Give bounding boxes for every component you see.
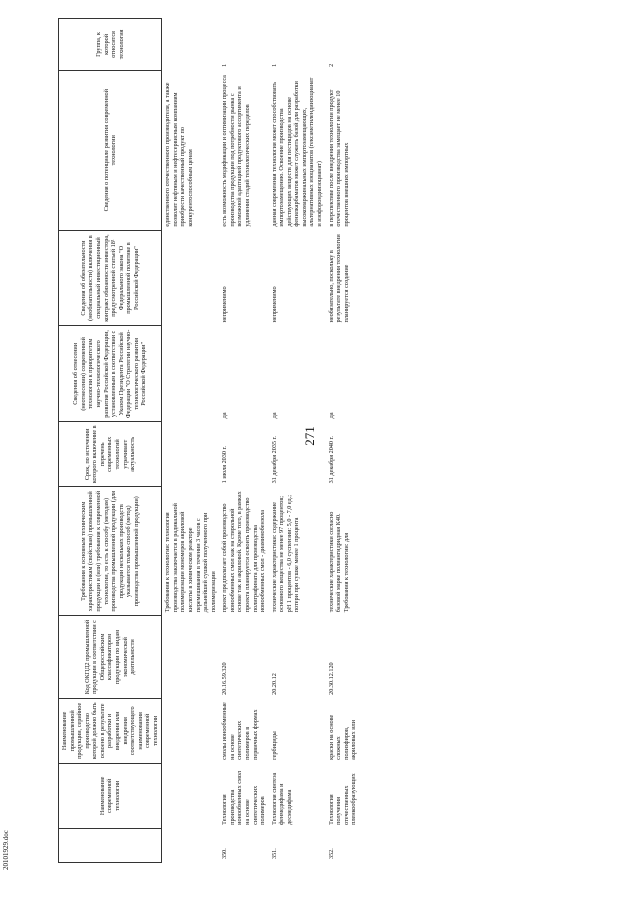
continuation-row (162, 19, 219, 863)
row-potential: в перспективе после внедрения технологии продукт отечественного производства замещает не менее 10 процентов внешних импортных (327, 89, 350, 227)
row-deadline: 31 декабря 2040 г. (327, 436, 335, 484)
row-num: 352. (327, 848, 335, 859)
row-num: 351. (270, 848, 278, 859)
row-code: 20.16.59.320 (221, 662, 229, 695)
row-technology: Технология синтеза фенмедифама и десмедифама (270, 772, 293, 825)
row-product: смолы ионообменные на основе синтетических полимеров в первичных формах (221, 702, 259, 760)
row-product: краски на основе сложных полиэфиров, акриловых или (327, 714, 358, 760)
footer-filename: 20101929.doc (2, 830, 10, 870)
header-potential: Сведения о потенциале развития современной технологии (59, 70, 162, 230)
row-contract: неприменимо (221, 286, 229, 323)
table-row (326, 19, 360, 863)
row-group: 1 (270, 63, 278, 67)
table-row (219, 19, 268, 863)
row-num: 350. (221, 848, 229, 859)
header-priority: Сведения об отнесении (неотнесении) современной технологии к приоритетам научно-технологического развития Российской Федерации, установленным в соответствии с Указом Президента Российской Федерации "О Стратегии научно-технологического развития Российской Федерации" (59, 326, 162, 422)
row-requirements: технические характеристики согласно базовой марке полиангидридная К40. Требования к технологии: для (327, 511, 350, 613)
rotated-table-container (58, 3, 618, 863)
row-code: 20.20.12 (270, 673, 278, 695)
row-group: 1 (221, 63, 229, 67)
row-contract: неприменимо (270, 286, 278, 323)
header-deadline: Срок, по истечении которого включение в перечень современных технологий утрачивает актуальность (59, 422, 162, 487)
row-product: гербициды (270, 731, 278, 760)
cont-requirements: Требования к технологии: технология производства заключается в радикальной полимеризации мономеров акриловой кислоты в химическом реакторе перемешивания в течении 3 часов с дальнейшей сушкой полученного при полимеризации (164, 503, 217, 613)
row-requirements: проект предполагает собой производство ионообменных смол как на стирольной основе так и акриловой. Кроме того, в рамках проекта планируется освоить производство полиграфината для производства ионообменных смол - диаминобензола (221, 491, 267, 613)
row-deadline: 1 июля 2030 г. (221, 446, 229, 484)
row-technology: Технология производства ионообменных смол на основе синтетических полимеров (221, 771, 267, 825)
row-potential: данная современная технология может способствовать импортозамещению. Освоение производства действующих веществ для пестицидов на основе фенилкарбаматов может служить базой для разработки высокомаржинальных импортозамещающих, альтернативных изоцианатов (гексаметилендиизоцианат и изофорондиизоцианат) (270, 77, 323, 227)
header-num (59, 828, 162, 862)
header-contract: Сведения об обязательности (необязательности) включения в специальный инвестиционный контракт обязанности инвестора, предусмотренной статьей 18¹ Федерального закона "О промышленной политике в Российской Федерации" (59, 230, 162, 326)
header-technology: Наименование современной технологии (59, 763, 162, 828)
technology-table (58, 18, 360, 863)
table-row (269, 19, 326, 863)
row-code: 20.30.12.120 (327, 662, 335, 695)
header-group: Группа, к которой относится технология (59, 19, 162, 71)
row-priority: да (327, 412, 335, 419)
header-code: Код ОКПД2 промышленной продукции в соответствии с Общероссийским классификатором продукции по видам экономической деятельности (59, 616, 162, 699)
page-number: 271 (301, 426, 317, 446)
row-potential: есть возможность модификации и оптимизации процесса производства продукции под потребности рынка с возможной адаптацией продуктового ассортимента и удлинения стадий технологических переделов (221, 75, 251, 227)
row-contract: необязательно, поскольку в результате внедрения технологии планируется создание (327, 234, 350, 323)
header-requirements: Требования к основным техническим характеристикам (свойствам) промышленной продукции и (или) требования к современной технологии, то есть к способу (методам) производства промышленной продукции (для продукции нескольких производств указывается только способ (метод) производства промышленной продукции) (59, 487, 162, 616)
cont-potential: единственного отечественного производителя, а также позволит нефтяным и нефтесервисным компаниям приобрести качественный продукт по конкурентоспособным ценам (164, 82, 194, 227)
row-group: 2 (327, 63, 335, 67)
row-deadline: 31 декабря 2035 г. (270, 436, 278, 484)
row-technology: Технология получения отечественных пленкообразующих (327, 773, 358, 825)
row-priority: да (270, 412, 278, 419)
row-priority: да (221, 412, 229, 419)
header-product: Наименование промышленной продукции, серийное производство которой должно быть освоено в результате разработки и внедрения или внедрения соответствующего наименования современной технологии (59, 698, 162, 763)
row-requirements: технические характеристики: содержание основного вещества не менее 97 процентов; pH 1 процентов - 6,0 суспензии: 5,0 - 7,0 ед.; потери при сушке менее 1 процента (270, 495, 301, 613)
header-row (59, 19, 162, 863)
